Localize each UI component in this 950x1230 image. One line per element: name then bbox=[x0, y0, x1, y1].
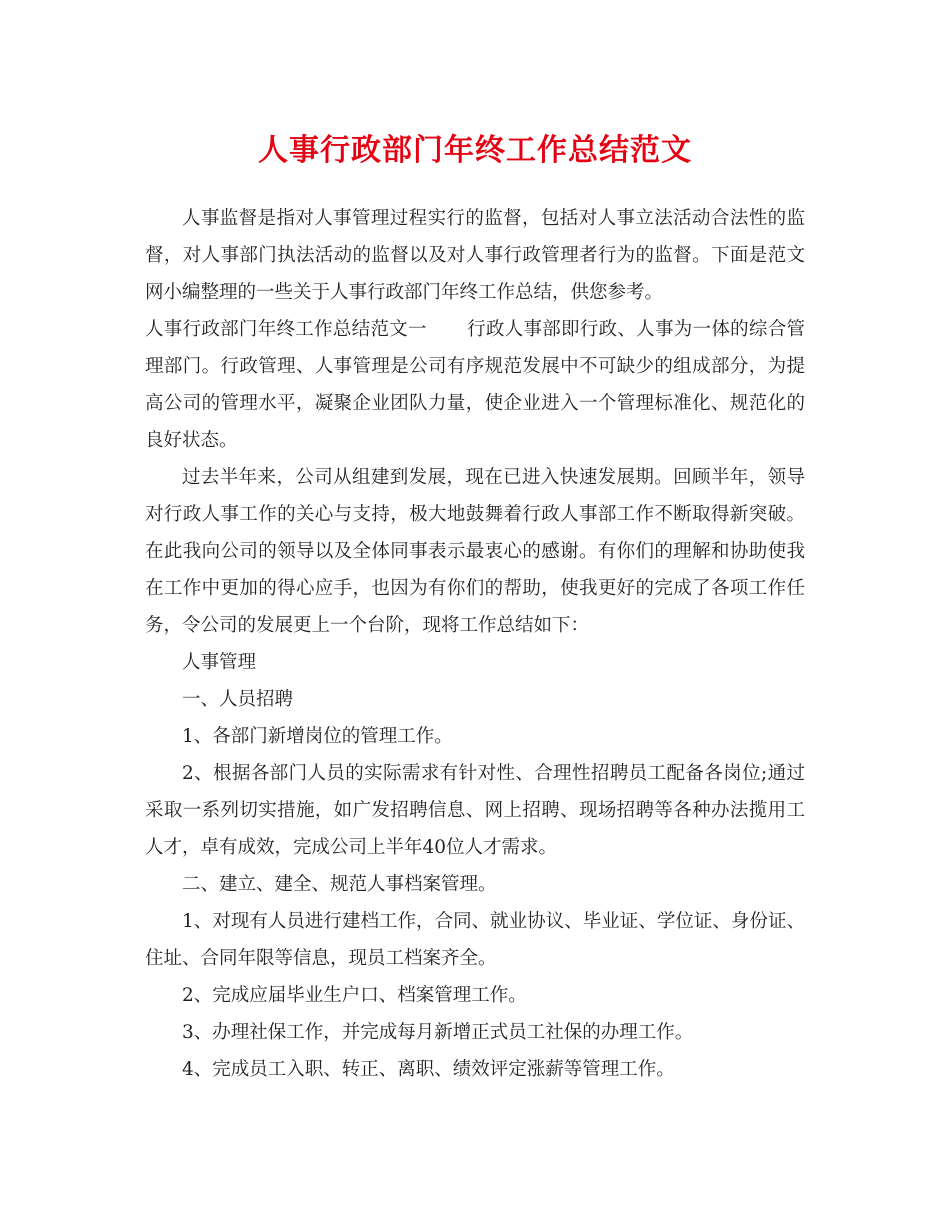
list-item: 2、根据各部门人员的实际需求有针对性、合理性招聘员工配备各岗位;通过采取一系列切实措施，如广发招聘信息、网上招聘、现场招聘等各种办法揽用工人才，卓有成效，完成公司上半年40位人才需求。 bbox=[145, 763, 805, 858]
document-body bbox=[145, 200, 805, 1088]
intro-paragraph: 人事监督是指对人事管理过程实行的监督，包括对人事立法活动合法性的监督，对人事部门执法活动的监督以及对人事行政管理者行为的监督。下面是范文网小编整理的一些关于人事行政部门年终工作总结，供您参考。 bbox=[145, 208, 805, 303]
review-paragraph: 过去半年来，公司从组建到发展，现在已进入快速发展期。回顾半年，领导对行政人事工作的关心与支持，极大地鼓舞着行政人事部工作不断取得新突破。在此我向公司的领导以及全体同事表示最衷心的感谢。有你们的理解和协助使我在工作中更加的得心应手，也因为有你们的帮助，使我更好的完成了各项工作任务，令公司的发展更上一个台阶，现将工作总结如下： bbox=[145, 467, 805, 636]
heading-recruitment: 一、人员招聘 bbox=[182, 689, 294, 710]
list-item: 1、各部门新增岗位的管理工作。 bbox=[182, 726, 453, 747]
heading-personnel-management: 人事管理 bbox=[182, 652, 257, 673]
list-item: 4、完成员工入职、转正、离职、绩效评定涨薪等管理工作。 bbox=[182, 1059, 675, 1080]
section-intro-text: 行政人事部即行政、人事为一体的综合管理部门。行政管理、人事管理是公司有序规范发展中不可缺少的组成部分，为提高公司的管理水平，凝聚企业团队力量，使企业进入一个管理标准化、规范化的良好状态。 bbox=[145, 319, 805, 451]
heading-archive-management: 二、建立、建全、规范人事档案管理。 bbox=[182, 874, 497, 895]
document-title: 人事行政部门年终工作总结范文 bbox=[258, 133, 692, 168]
list-item: 2、完成应届毕业生户口、档案管理工作。 bbox=[182, 985, 527, 1006]
list-item: 3、办理社保工作，并完成每月新增正式员工社保的办理工作。 bbox=[182, 1022, 694, 1043]
section-heading-paragraph bbox=[145, 311, 805, 459]
list-item: 1、对现有人员进行建档工作，合同、就业协议、毕业证、学位证、身份证、住址、合同年限等信息，现员工档案齐全。 bbox=[145, 911, 805, 969]
section-heading: 人事行政部门年终工作总结范文一 bbox=[145, 319, 427, 340]
